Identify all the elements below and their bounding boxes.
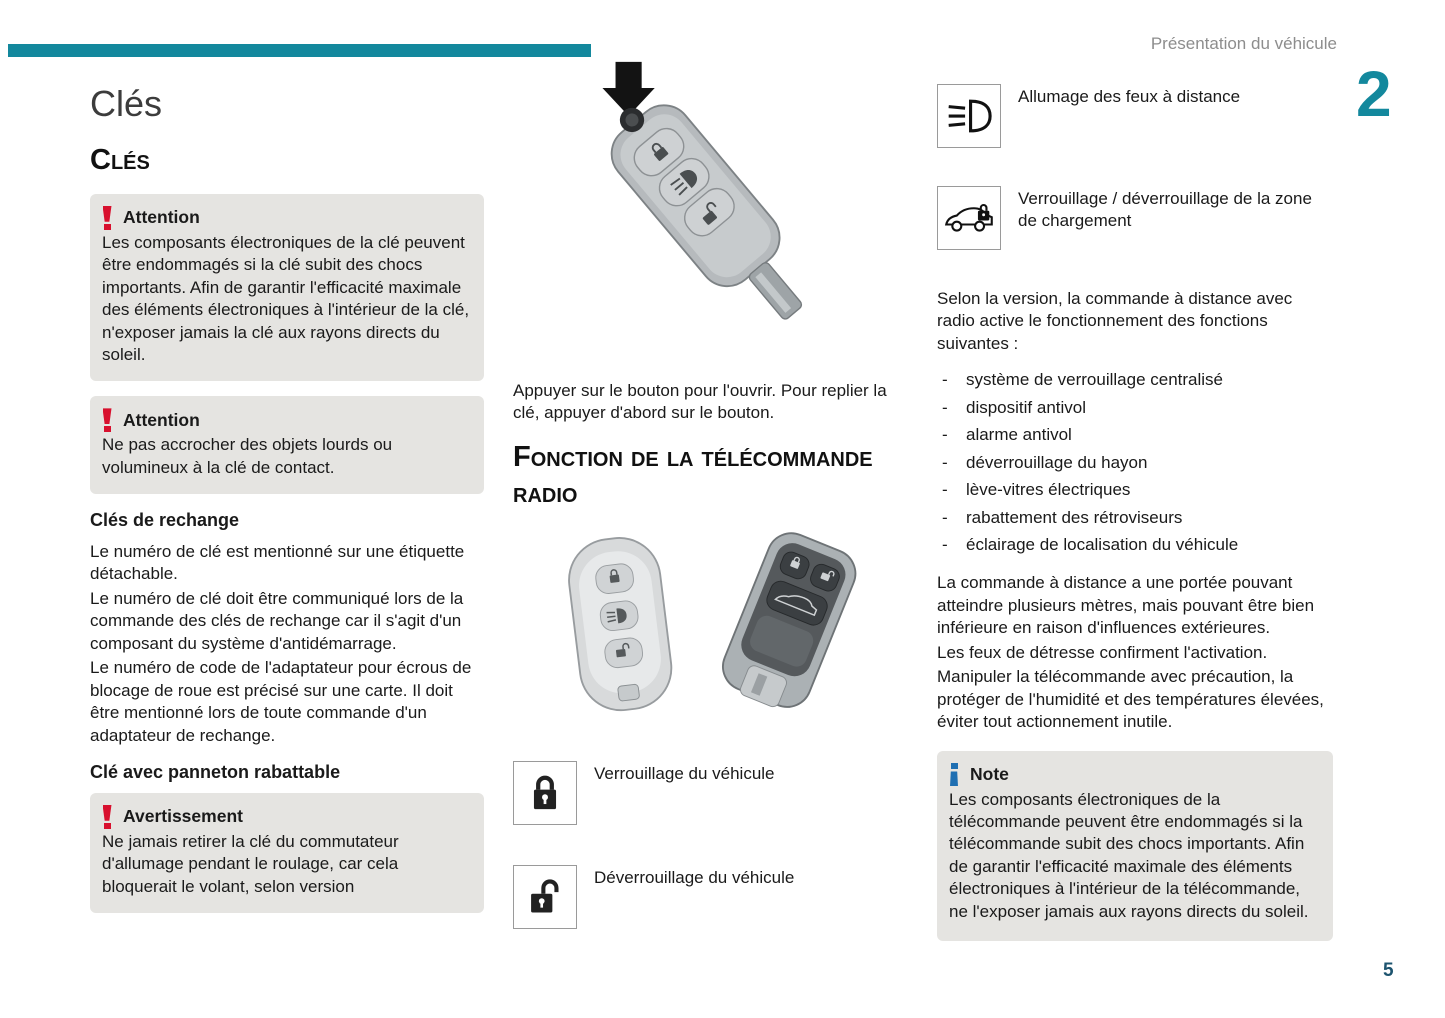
attention-title: Attention bbox=[123, 409, 200, 430]
cargo-label: Verrouillage / déverrouillage de la zone de chargement bbox=[1018, 189, 1312, 231]
closed-padlock-icon bbox=[528, 772, 562, 814]
warning-title: Avertissement bbox=[123, 806, 243, 827]
remote-keys-illustration bbox=[513, 529, 901, 725]
hazard-lights-paragraph: Les feux de détresse confirment l'activation. bbox=[937, 642, 1268, 662]
unlock-row bbox=[513, 865, 901, 929]
list-item: - système de verrouillage centralisé bbox=[937, 369, 1333, 391]
note-box bbox=[937, 751, 1333, 941]
spare-keys-paragraph: Le numéro de clé doit être communiqué lors de la commande des clés de rechange car il s'agit d'un composant du système d'antidémarrage. bbox=[90, 588, 464, 653]
header-accent-bar bbox=[8, 44, 591, 57]
warning-exclamation-icon bbox=[102, 206, 112, 230]
list-item: - dispositif antivol bbox=[937, 397, 1333, 419]
list-item: - lève-vitres électriques bbox=[937, 479, 1333, 501]
warning-exclamation-icon bbox=[102, 805, 112, 829]
section-heading-cles: Clés bbox=[90, 143, 150, 176]
info-icon bbox=[949, 763, 959, 786]
cargo-row bbox=[937, 186, 1333, 250]
remote-range-paragraph: La commande à distance a une portée pouvant atteindre plusieurs mètres, mais pouvant être bien inférieure en raison d'influences extérieures. bbox=[937, 573, 1315, 638]
attention-text: Ne pas accrocher des objets lourds ou volumineux à la clé de contact. bbox=[102, 435, 393, 477]
note-text: Les composants électroniques de la télécommande peuvent être endommagés si la télécommande subit des chocs importants. Afin de garantir l'efficacité maximale des éléments électroniques à l'intérieur de la télécommande, ne l'exposer jamais aux rayons directs du soleil. bbox=[949, 789, 1309, 921]
warning-text: Ne jamais retirer la clé du commutateur d'allumage pendant le roulage, car cela bloquerait le volant, selon version bbox=[102, 831, 399, 896]
lock-icon-box bbox=[513, 761, 577, 825]
list-item: - éclairage de localisation du véhicule bbox=[937, 534, 1333, 556]
lock-row bbox=[513, 761, 901, 825]
attention-title: Attention bbox=[123, 207, 200, 228]
chapter-number: 2 bbox=[1356, 58, 1392, 130]
column-right bbox=[937, 84, 1333, 956]
page-number: 5 bbox=[1383, 960, 1394, 981]
remote-keys-image bbox=[521, 529, 893, 725]
cargo-icon-box bbox=[937, 186, 1001, 250]
unlock-icon-box bbox=[513, 865, 577, 929]
subheading-folding-key: Clé avec panneton rabattable bbox=[90, 761, 341, 782]
attention-text: Les composants électroniques de la clé peuvent être endommagés si la clé subit des chocs importants. Afin de garantir l'efficacité maximale des éléments électroniques à l'intérieur de la clé, n'exposer jamais la clé aux rayons directs du soleil. bbox=[102, 232, 470, 364]
column-middle bbox=[513, 60, 901, 929]
list-item: - alarme antivol bbox=[937, 424, 1333, 446]
running-header: Présentation du véhicule bbox=[1150, 34, 1337, 53]
warning-exclamation-icon bbox=[102, 408, 112, 432]
page-title: Clés bbox=[90, 83, 163, 124]
headlight-icon bbox=[944, 97, 994, 135]
press-button-arrow-icon bbox=[602, 62, 654, 116]
warning-box bbox=[90, 793, 484, 913]
column-left bbox=[90, 80, 484, 928]
lock-label: Verrouillage du véhicule bbox=[594, 764, 775, 784]
note-title: Note bbox=[970, 764, 1009, 785]
car-cargo-lock-icon bbox=[943, 200, 995, 236]
lights-row bbox=[937, 84, 1333, 148]
list-item: - déverrouillage du hayon bbox=[937, 452, 1333, 474]
remote-care-paragraph: Manipuler la télécommande avec précaution, la protéger de l'humidité et des températures élevées, éviter tout actionnement inutile. bbox=[937, 667, 1324, 731]
remote-intro: Selon la version, la commande à distance avec radio active le fonctionnement des fonctions suivantes : bbox=[937, 289, 1293, 353]
flip-key-illustration bbox=[513, 60, 901, 372]
remote-functions-list bbox=[937, 369, 1333, 556]
spare-keys-paragraph: Le numéro de clé est mentionné sur une étiquette détachable. bbox=[90, 542, 465, 584]
flip-key-caption: Appuyer sur le bouton pour l'ouvrir. Pour replier la clé, appuyer d'abord sur le bouton. bbox=[513, 381, 887, 423]
lights-label: Allumage des feux à distance bbox=[1018, 87, 1241, 106]
flip-key-image bbox=[542, 60, 872, 368]
open-padlock-icon bbox=[527, 876, 563, 918]
attention-box-2 bbox=[90, 396, 484, 494]
lights-icon-box bbox=[937, 84, 1001, 148]
subheading-spare-keys: Clés de rechange bbox=[90, 510, 240, 531]
list-item: - rabattement des rétroviseurs bbox=[937, 507, 1333, 529]
section-heading-remote: Fonction de la télécommande radio bbox=[513, 440, 873, 510]
attention-box-1 bbox=[90, 194, 484, 382]
spare-keys-paragraph: Le numéro de code de l'adaptateur pour écrous de blocage de roue est précisé sur une carte. Il doit être mentionné lors de toute commande d'un adaptateur de rechange. bbox=[90, 658, 472, 745]
unlock-label: Déverrouillage du véhicule bbox=[594, 868, 795, 888]
